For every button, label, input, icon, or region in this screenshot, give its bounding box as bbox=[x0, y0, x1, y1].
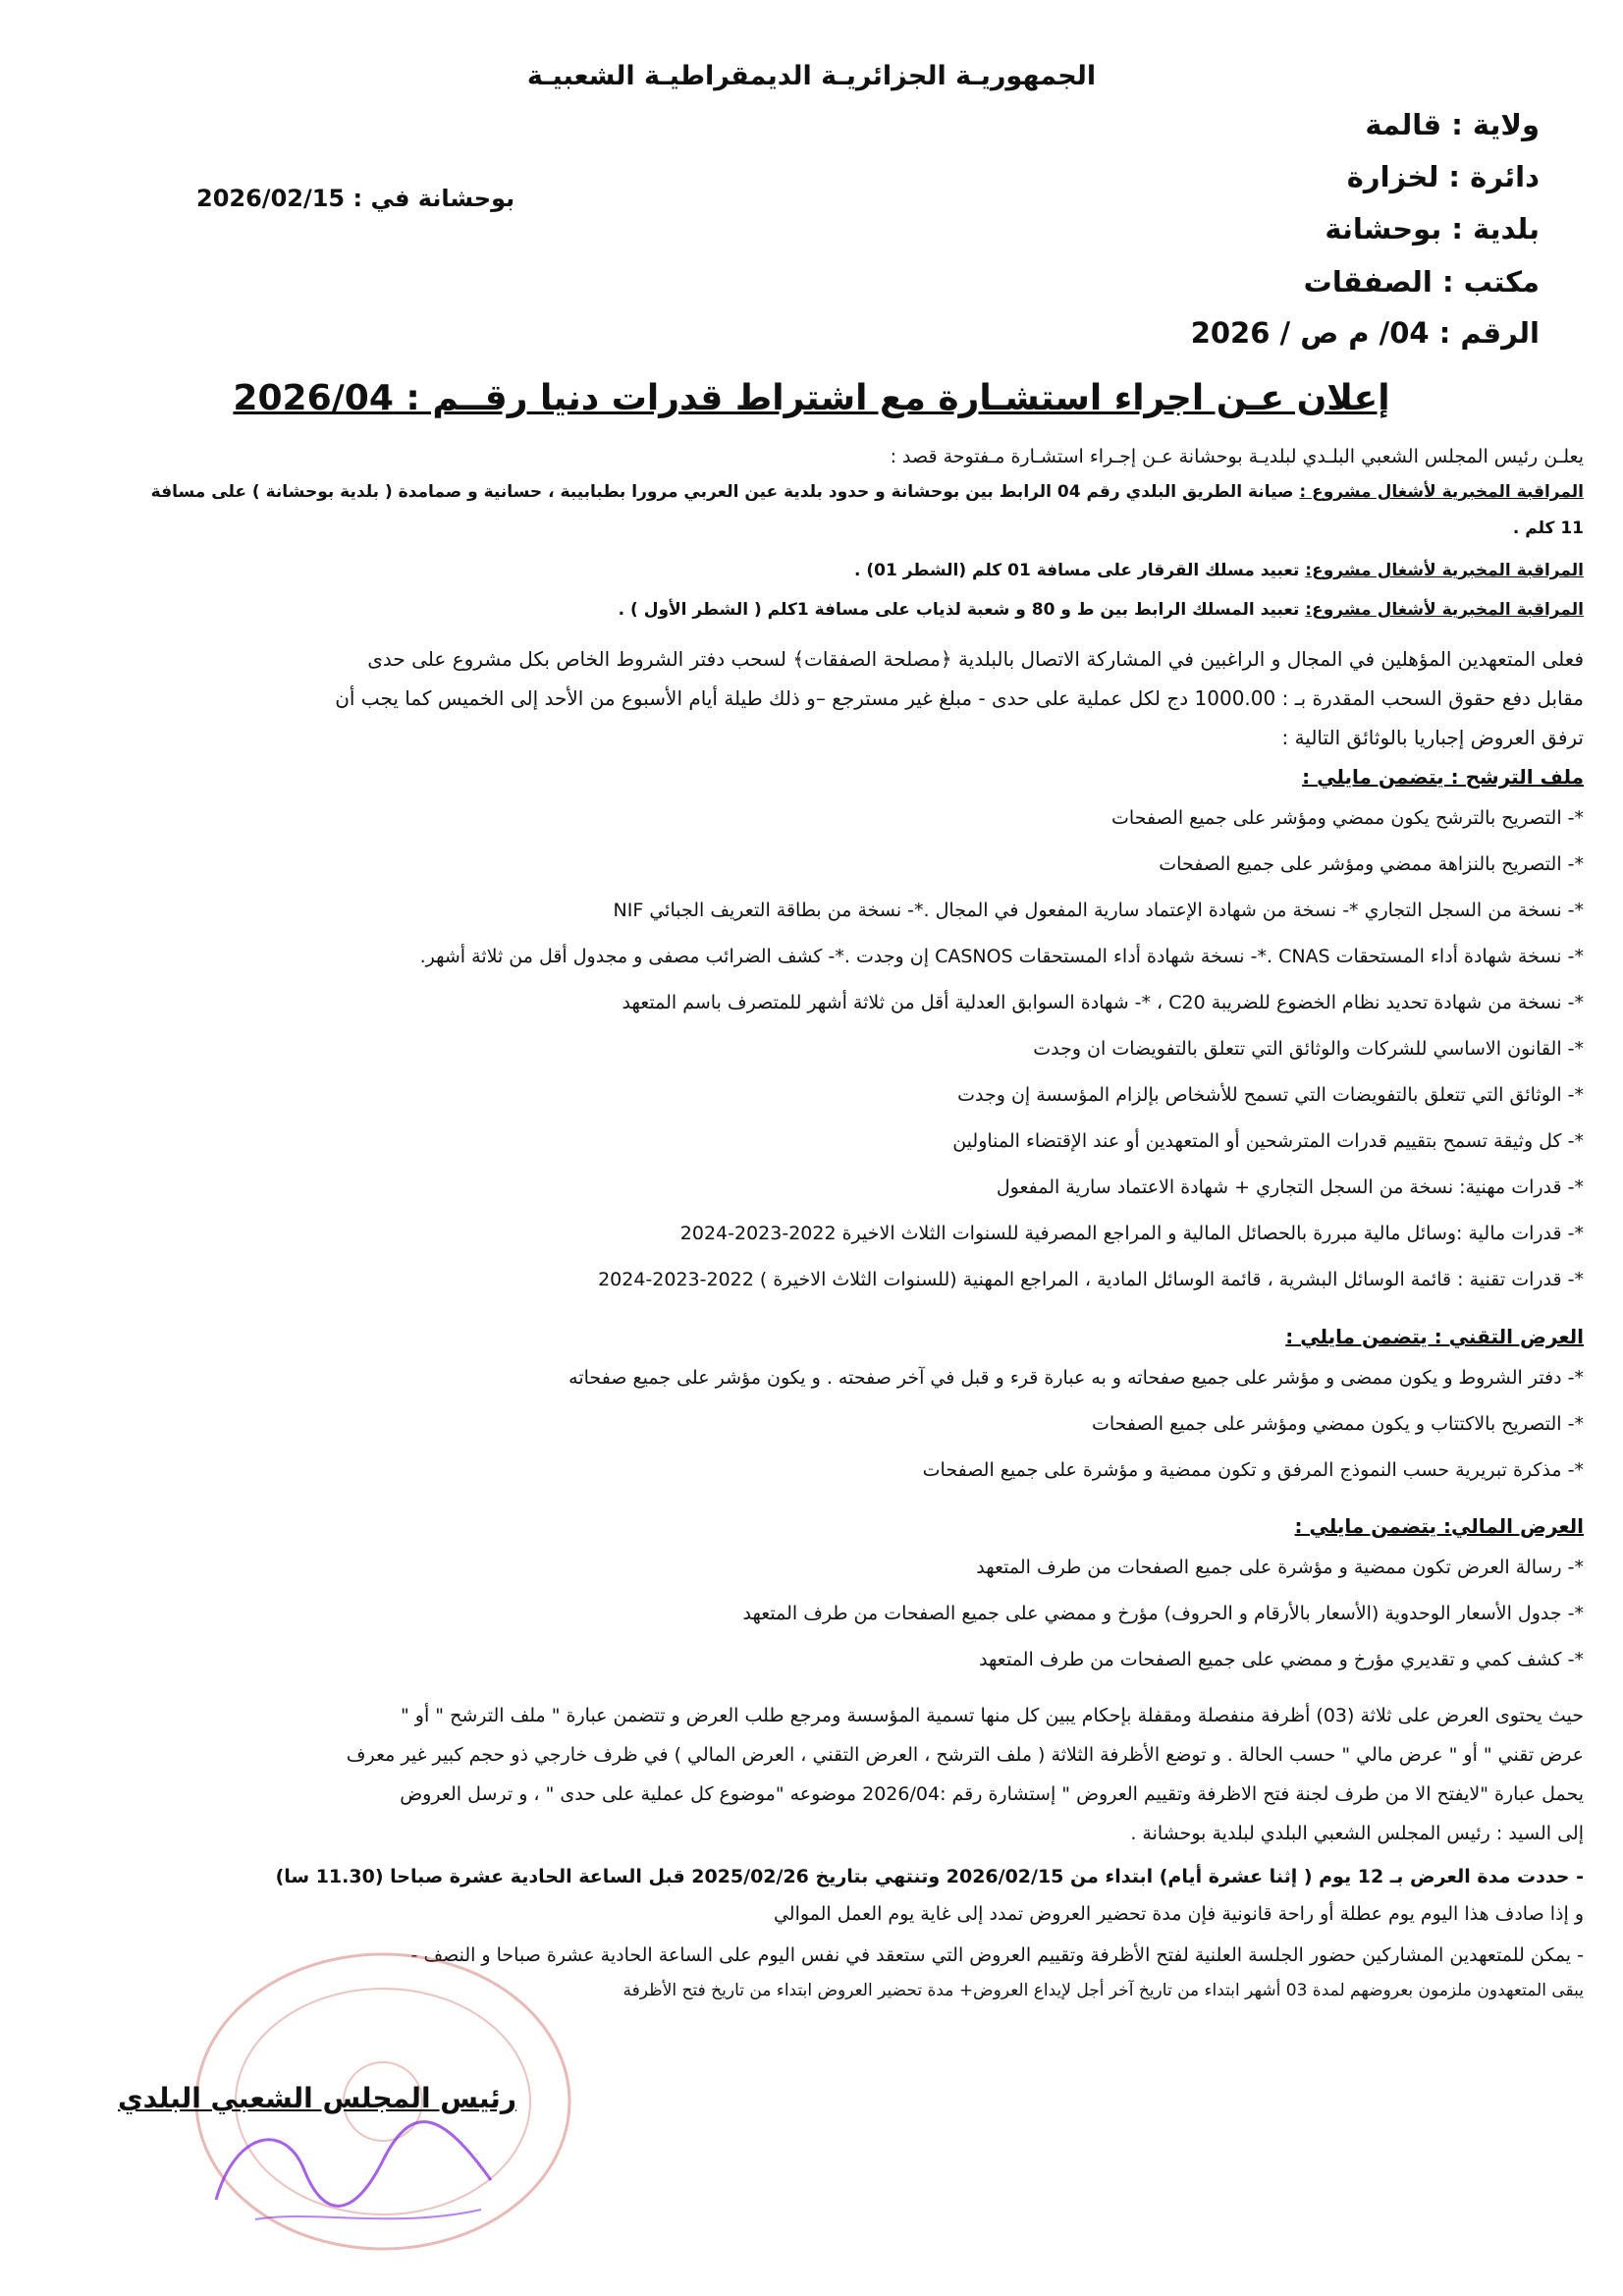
project-3 bbox=[37, 597, 1584, 624]
project-2 bbox=[37, 558, 1584, 584]
financial-item: *- كشف كمي و تقديري مؤرخ و ممضي على جميع الصفحات من طرف المتعهد bbox=[979, 1649, 1584, 1670]
announcement-title: إعلان عـن اجراء استشـارة مع اشتراط قدرات دنيا رقــم : 2026/04 bbox=[233, 378, 1390, 418]
issue-date: 2026/02/15 bbox=[196, 185, 346, 212]
signature-stroke-1 bbox=[216, 2122, 491, 2207]
project-1-continued: 11 كلم . bbox=[1512, 519, 1584, 538]
republic-heading: الجمهوريـة الجزائريـة الديمقراطيـة الشعبيـة bbox=[526, 61, 1097, 91]
project-3-label: المراقبة المخبرية لأشغال مشروع: bbox=[1305, 600, 1584, 620]
duration-line-2: و إذا صادف هذا اليوم يوم عطلة أو راحة قانونية فإن مدة تحضير العروض تمدد إلى غاية يوم العمل الموالي bbox=[773, 1903, 1584, 1925]
technical-item: *- مذكرة تبريرية حسب النموذج المرفق و تكون ممضية و مؤشرة على جميع الصفحات bbox=[922, 1459, 1584, 1481]
candidacy-item: *- قدرات مهنية: نسخة من السجل التجاري + شهادة الاعتماد سارية المفعول bbox=[996, 1176, 1584, 1198]
project-2-text: تعبيد مسلك القرقار على مسافة 01 كلم (الشطر 01) . bbox=[853, 561, 1300, 580]
candidacy-item: *- كل وثيقة تسمح بتقييم قدرات المترشحين أو المتعهدين أو عند الإقتضاء المناولين bbox=[952, 1130, 1584, 1152]
project-3-text: تعبيد المسلك الرابط بين ط و 80 و شعبة لذياب على مسافة 1كلم ( الشطر الأول ) . bbox=[618, 600, 1300, 620]
project-2-label: المراقبة المخبرية لأشغال مشروع: bbox=[1305, 561, 1584, 580]
baladia-line: بلدية : بوحشانة bbox=[1325, 212, 1540, 246]
withdrawal-paragraph-3: ترفق العروض إجباريا بالوثائق التالية : bbox=[1281, 726, 1584, 749]
envelopes-line-1: حيث يحتوى العرض على ثلاثة (03) أظرفة منفصلة ومقفلة بإحكام يبين كل منها تسمية المؤسسة ومرجع طلب العرض و تتضمن عبارة " ملف الترشح " أو " bbox=[401, 1705, 1584, 1726]
daira-line: دائرة : لخزارة bbox=[1346, 160, 1540, 193]
intro-line: يعلـن رئيس المجلس الشعبي البلـدي لبلديـة بوحشانة عـن إجـراء استشـارة مـفتوحة قصد : bbox=[890, 446, 1584, 467]
place-label: بوحشانة في : bbox=[352, 185, 515, 212]
financial-item: *- رسالة العرض تكون ممضية و مؤشرة على جميع الصفحات من طرف المتعهد bbox=[976, 1557, 1584, 1578]
project-1 bbox=[37, 479, 1584, 506]
candidacy-item: *- التصريح بالنزاهة ممضي ومؤشر على جميع الصفحات bbox=[1159, 853, 1584, 875]
technical-section-title: العرض التقني : يتضمن مايلي : bbox=[1285, 1325, 1584, 1348]
wilaya-line: ولاية : قالمة bbox=[1365, 108, 1540, 141]
candidacy-item: *- الوثائق التي تتعلق بالتفويضات التي تسمح للأشخاص بإلزام المؤسسة إن وجدت bbox=[957, 1084, 1584, 1106]
candidacy-item: *- نسخة من شهادة تحديد نظام الخضوع للضريبة C20 ، *- شهادة السوابق العدلية أقل من ثلاثة أشهر للمتصرف باسم المتعهد bbox=[622, 992, 1584, 1013]
envelopes-line-3: يحمل عبارة "لايفتح الا من طرف لجنة فتح الاظرفة وتقييم العروض " إستشارة رقم :2026/04 موضوعه "موضوع كل عملية على حدى " ، و ترسل العروض bbox=[400, 1783, 1584, 1805]
office-line: مكتب : الصفقات bbox=[1303, 265, 1540, 299]
signature-stroke-2 bbox=[255, 2210, 481, 2219]
project-1-label: المراقبة المخبرية لأشغال مشروع : bbox=[1299, 482, 1584, 502]
validity-line: يبقى المتعهدون ملزمون بعروضهم لمدة 03 أشهر ابتداء من تاريخ آخر أجل لإيداع العروض+ مدة تحضير العروض ابتداء من تاريخ فتح الأظرفة bbox=[622, 1981, 1584, 2000]
candidacy-item: *- التصريح بالترشح يكون ممضي ومؤشر على جميع الصفحات bbox=[1111, 807, 1584, 829]
place-date bbox=[196, 185, 514, 212]
signer-title: رئيس المجلس الشعبي البلدي bbox=[118, 2082, 516, 2114]
reference-number: الرقم : 04/ م ص / 2026 bbox=[1190, 316, 1540, 350]
duration-line-1: - حددت مدة العرض بـ 12 يوم ( إثنا عشرة أيام) ابتداء من 2026/02/15 وتنتهي بتاريخ 2025/02/26 قبل الساعة الحادية عشرة صباحا (11.30 سا) bbox=[275, 1866, 1584, 1887]
technical-item: *- التصريح بالاكتتاب و يكون ممضي ومؤشر على جميع الصفحات bbox=[1091, 1413, 1584, 1435]
envelopes-line-4: إلى السيد : رئيس المجلس الشعبي البلدي لبلدية بوحشانة . bbox=[1130, 1823, 1584, 1844]
withdrawal-paragraph-2: مقابل دفع حقوق السحب المقدرة بـ : 1000.00 دج لكل عملية على حدى - مبلغ غير مسترجع –و ذلك طيلة أيام الأسبوع من الأحد إلى الخميس كما يجب أن bbox=[335, 686, 1584, 710]
financial-item: *- جدول الأسعار الوحدوية (الأسعار بالأرقام و الحروف) مؤرخ و ممضي على جميع الصفحات من طرف المتعهد bbox=[742, 1603, 1584, 1624]
financial-section-title: العرض المالي: يتضمن مايلي : bbox=[1294, 1514, 1584, 1538]
withdrawal-paragraph-1: فعلى المتعهدين المؤهلين في المجال و الراغبين في المشاركة الاتصال بالبلدية ﴿مصلحة الصفقات﴾ لسحب دفتر الشروط الخاص بكل مشروع على حدى bbox=[367, 647, 1584, 671]
candidacy-item: *- نسخة شهادة أداء المستحقات CNAS .*- نسخة شهادة أداء المستحقات CASNOS إن وجدت .*- كشف الضرائب مصفى و مجدول أقل من ثلاثة أشهر. bbox=[419, 946, 1584, 967]
opening-session-line: - يمكن للمتعهدين المشاركين حضور الجلسة العلنية لفتح الأظرفة وتقييم العروض التي ستعقد في نفس اليوم على الساعة الحادية عشرة صباحا و النصف - bbox=[410, 1944, 1584, 1966]
candidacy-item: *- نسخة من السجل التجاري *- نسخة من شهادة الإعتماد سارية المفعول في المجال .*- نسخة من بطاقة التعريف الجبائي NIF bbox=[613, 900, 1584, 921]
candidacy-item: *- قدرات تقنية : قائمة الوسائل البشرية ، قائمة الوسائل المادية ، المراجع المهنية (للسنوات الثلاث الاخيرة ) 2022-2023-2024 bbox=[598, 1269, 1584, 1290]
project-1-text: صيانة الطريق البلدي رقم 04 الرابط بين بوحشانة و حدود بلدية عين العربي مرورا بطبابيبة ، حسانية و صمامدة ( بلدية بوحشانة ) على مسافة bbox=[150, 482, 1294, 502]
technical-item: *- دفتر الشروط و يكون ممضى و مؤشر على جميع صفحاته و به عبارة قرء و قبل في آخر صفحته . و يكون مؤشر على جميع صفحاته bbox=[568, 1367, 1584, 1389]
handwritten-signature bbox=[196, 2092, 511, 2239]
envelopes-line-2: عرض تقني " أو " عرض مالي " حسب الحالة . و توضع الأظرفة الثلاثة ( ملف الترشح ، العرض التقني ، العرض المالي ) في ظرف خارجي ذو حجم كبير غير معرف bbox=[346, 1744, 1584, 1766]
candidacy-item: *- القانون الاساسي للشركات والوثائق التي تتعلق بالتفويضات ان وجدت bbox=[1033, 1038, 1584, 1060]
candidacy-section-title: ملف الترشح : يتضمن مايلي : bbox=[1302, 765, 1584, 789]
candidacy-item: *- قدرات مالية :وسائل مالية مبررة بالحصائل المالية و المراجع المصرفية للسنوات الثلاث الاخيرة 2022-2023-2024 bbox=[679, 1223, 1584, 1244]
